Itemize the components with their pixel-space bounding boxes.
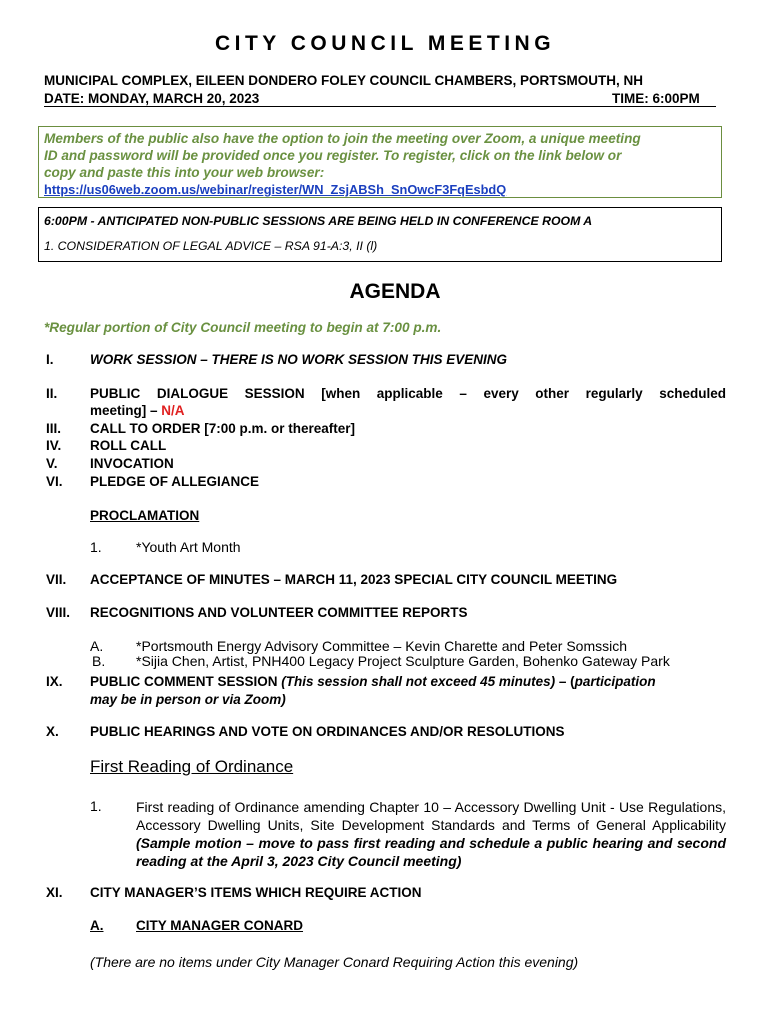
invocation-item: INVOCATION xyxy=(90,456,174,471)
first-reading-heading: First Reading of Ordinance xyxy=(90,757,294,776)
zoom-notice-line: ID and password will be provided once you register. To register, click on the link below or xyxy=(44,148,622,163)
zoom-notice-box xyxy=(38,126,722,198)
meeting-time: TIME: 6:00PM xyxy=(612,91,700,106)
first-reading-item xyxy=(136,798,726,870)
zoom-notice-line: copy and paste this into your web browser: xyxy=(44,165,325,180)
agenda-heading: AGENDA xyxy=(349,280,441,303)
pledge-item: PLEDGE OF ALLEGIANCE xyxy=(90,474,260,489)
item-number: VII. xyxy=(46,572,67,587)
na-label: N/A xyxy=(161,403,185,418)
sub-item-letter: A. xyxy=(90,918,104,933)
regular-portion-note: *Regular portion of City Council meeting to begin at 7:00 p.m. xyxy=(44,320,442,335)
zoom-register-link[interactable]: https://us06web.zoom.us/webinar/register/WN_ZsjABSh_SnOwcF3FqEsbdQ xyxy=(44,182,507,197)
public-hearings-item: PUBLIC HEARINGS AND VOTE ON ORDINANCES AND/OR RESOLUTIONS xyxy=(90,724,565,739)
item-number: IX. xyxy=(46,674,63,689)
item-number: IV. xyxy=(46,438,62,453)
item-number: I. xyxy=(46,352,54,367)
page-title: CITY COUNCIL MEETING xyxy=(214,32,556,55)
non-public-heading: 6:00PM - ANTICIPATED NON-PUBLIC SESSIONS ARE BEING HELD IN CONFERENCE ROOM A xyxy=(44,214,593,228)
public-comment-participation: participation xyxy=(574,674,656,689)
non-public-item: 1. CONSIDERATION OF LEGAL ADVICE – RSA 91-A:3, II (l) xyxy=(44,239,378,253)
meeting-date: DATE: MONDAY, MARCH 20, 2023 xyxy=(44,91,260,106)
zoom-notice-line: Members of the public also have the option to join the meeting over Zoom, a unique meeting xyxy=(44,131,641,146)
proclamation-number: 1. xyxy=(90,539,102,555)
public-comment-label: PUBLIC COMMENT SESSION xyxy=(90,674,282,689)
header-divider xyxy=(44,106,716,107)
minutes-item: ACCEPTANCE OF MINUTES – MARCH 11, 2023 SPECIAL CITY COUNCIL MEETING xyxy=(90,572,618,587)
energy-committee-item: *Portsmouth Energy Advisory Committee – Kevin Charette and Peter Somssich xyxy=(136,638,627,654)
city-manager-heading: CITY MANAGER CONARD xyxy=(136,918,304,933)
public-comment-limit: (This session shall not exceed 45 minutes) xyxy=(281,674,556,689)
non-public-session-box xyxy=(38,207,722,262)
item-number: V. xyxy=(46,456,58,471)
item-number: III. xyxy=(46,421,62,436)
public-comment-dash: – ( xyxy=(555,674,575,689)
recognitions-item: RECOGNITIONS AND VOLUNTEER COMMITTEE REPORTS xyxy=(90,605,468,620)
sub-item-letter: B. xyxy=(92,653,106,669)
sub-item-letter: A. xyxy=(90,638,104,654)
work-session-item: WORK SESSION – THERE IS NO WORK SESSION THIS EVENING xyxy=(90,352,508,367)
no-items-note: (There are no items under City Manager Conard Requiring Action this evening) xyxy=(90,954,579,970)
public-dialogue-item-cont xyxy=(90,403,185,418)
call-to-order-item: CALL TO ORDER [7:00 p.m. or thereafter] xyxy=(90,421,356,436)
item-number: VIII. xyxy=(46,605,71,620)
sample-motion: (Sample motion – move to pass first reading and schedule a public hearing and second reading at the April 3, 2023 City Council meeting) xyxy=(136,835,726,869)
sculpture-garden-item: *Sijia Chen, Artist, PNH400 Legacy Project Sculpture Garden, Bohenko Gateway Park xyxy=(136,653,670,669)
item-number: XI. xyxy=(46,885,63,900)
item-number: II. xyxy=(46,386,58,401)
public-dialogue-text: meeting] – xyxy=(90,403,162,418)
item-number: X. xyxy=(46,724,59,739)
proclamation-item: *Youth Art Month xyxy=(136,539,241,555)
first-reading-text: First reading of Ordinance amending Chapter 10 – Accessory Dwelling Unit - Use Regulations, Accessory Dwelling Units, Site Development Standards and Terms of General Applicability xyxy=(136,799,726,833)
public-comment-item xyxy=(90,674,656,689)
public-dialogue-item: PUBLIC DIALOGUE SESSION [when applicable – every other regularly scheduled xyxy=(90,386,726,401)
item-number: VI. xyxy=(46,474,63,489)
proclamation-heading: PROCLAMATION xyxy=(90,508,200,523)
public-comment-item-cont: may be in person or via Zoom) xyxy=(90,692,286,707)
city-manager-items: CITY MANAGER’S ITEMS WHICH REQUIRE ACTION xyxy=(90,885,422,900)
roll-call-item: ROLL CALL xyxy=(90,438,167,453)
first-reading-number: 1. xyxy=(90,798,102,814)
meeting-location: MUNICIPAL COMPLEX, EILEEN DONDERO FOLEY COUNCIL CHAMBERS, PORTSMOUTH, NH xyxy=(44,73,644,88)
